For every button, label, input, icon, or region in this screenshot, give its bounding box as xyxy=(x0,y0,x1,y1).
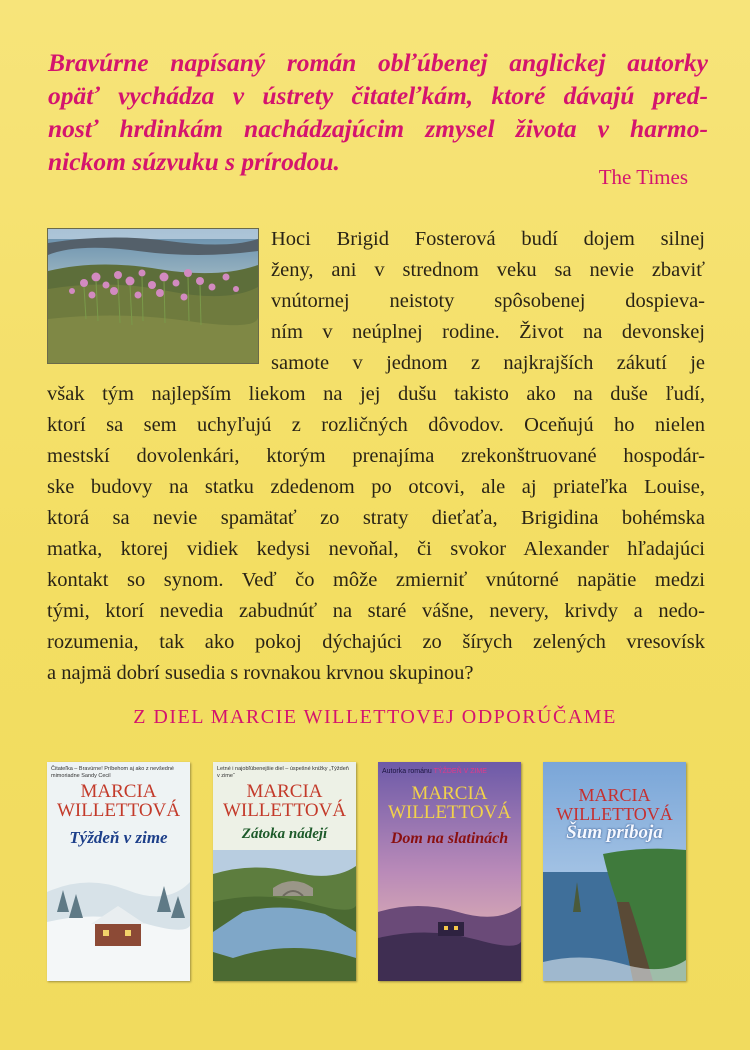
book-author-first: MARCIA xyxy=(578,785,651,805)
synopsis-line: rozumenia, tak ako pokoj dýchajúci zo šírych zelených vresovísk xyxy=(47,631,705,653)
quote-source: The Times xyxy=(598,165,688,189)
synopsis-line: ske budovy na statku zdedenom po otcovi, ale aj priateľka Louise, xyxy=(47,476,705,498)
book-title: Dom na slatinách xyxy=(390,830,509,847)
review-quote xyxy=(48,46,708,178)
book-cover-dom-na-slatinach xyxy=(378,762,521,981)
book-tagline xyxy=(382,768,517,775)
book-author-first: MARCIA xyxy=(246,781,323,802)
synopsis-line: ženy, ani v strednom veku sa nevie zbaviť xyxy=(271,259,705,281)
recommendation-heading: Z DIEL MARCIE WILLETTOVEJ ODPORÚČAME xyxy=(133,706,617,728)
synopsis-line: Hoci Brigid Fosterová budí dojem silnej xyxy=(271,228,705,250)
book-author-first: MARCIA xyxy=(411,783,488,804)
book-cover-zatoka-nadeji xyxy=(213,762,356,981)
quote-line: Bravúrne napísaný román obľúbenej anglickej autorky xyxy=(48,48,708,77)
book-author xyxy=(47,782,190,820)
book-author-last: WILLETTOVÁ xyxy=(387,802,512,823)
synopsis-line: tými, ktorí nevedia zabudnúť na staré vášne, nevery, krivdy a nedo- xyxy=(47,600,705,622)
book-author xyxy=(543,786,686,824)
book-author-first: MARCIA xyxy=(80,781,157,802)
book-title: Zátoka nádejí xyxy=(241,826,328,842)
book-tagline-prefix: Autorka románu xyxy=(382,768,432,775)
synopsis-line: matka, ktorej vidiek kedysi nevoňal, či svokor Alexander hľadajúci xyxy=(47,538,705,560)
synopsis-line: samote v jednom z najkrajších zákutí je xyxy=(271,352,705,374)
quote-line: opäť vychádza v ústrety čitateľkám, ktoré dávajú pred- xyxy=(48,81,708,110)
book-tagline: Letné i najobľúbenejšie diel – úspešné knižky „Týždeň v zime“ xyxy=(217,766,349,779)
synopsis-line: mestskí dovolenkári, ktorým prenajíma zrekonštruované hospodár- xyxy=(47,445,705,467)
quote-line: nosť hrdinkám nachádzajúcim zmysel života v harmo- xyxy=(48,114,708,143)
synopsis xyxy=(47,224,705,689)
book-tagline-accent: TÝŽDEŇ V ZIME xyxy=(433,768,487,775)
book-cover-tyzden-v-zime xyxy=(47,762,190,981)
book-title: Šum príboja xyxy=(566,822,663,843)
synopsis-line: vnútornej neistoty spôsobenej dospieva- xyxy=(271,290,705,312)
synopsis-line: ktorá sa nevie spamätať zo straty dieťaťa, Brigidina bohémska xyxy=(47,507,705,529)
quote-line: nickom súzvuku s prírodou. xyxy=(48,147,340,176)
synopsis-line: ním v neúplnej rodine. Život na devonskej xyxy=(271,321,705,343)
book-author-last: WILLETTOVÁ xyxy=(56,800,181,821)
book-author-last: WILLETTOVÁ xyxy=(556,804,673,824)
book-tagline: Čitateľka – Bravúrne! Príbehom aj ako z nevšedné mimoriadne Sandy Cecil xyxy=(51,766,174,779)
synopsis-line: však tým najlepším liekom na jej dušu takisto ako na duše ľudí, xyxy=(47,383,705,405)
synopsis-line: kontakt so synom. Veď čo môže zmierniť vnútorné napätie medzi xyxy=(47,569,705,591)
book-author xyxy=(213,782,356,820)
book-title: Týždeň v zime xyxy=(69,828,168,847)
book-author xyxy=(378,784,521,822)
synopsis-line: a najmä dobrí susedia s rovnakou krvnou skupinou? xyxy=(47,662,474,684)
book-cover-sum-priboja xyxy=(543,762,686,981)
synopsis-line: ktorí sa sem uchyľujú z rozličných dôvodov. Oceňujú ho nielen xyxy=(47,414,705,436)
book-author-last: WILLETTOVÁ xyxy=(222,800,347,821)
